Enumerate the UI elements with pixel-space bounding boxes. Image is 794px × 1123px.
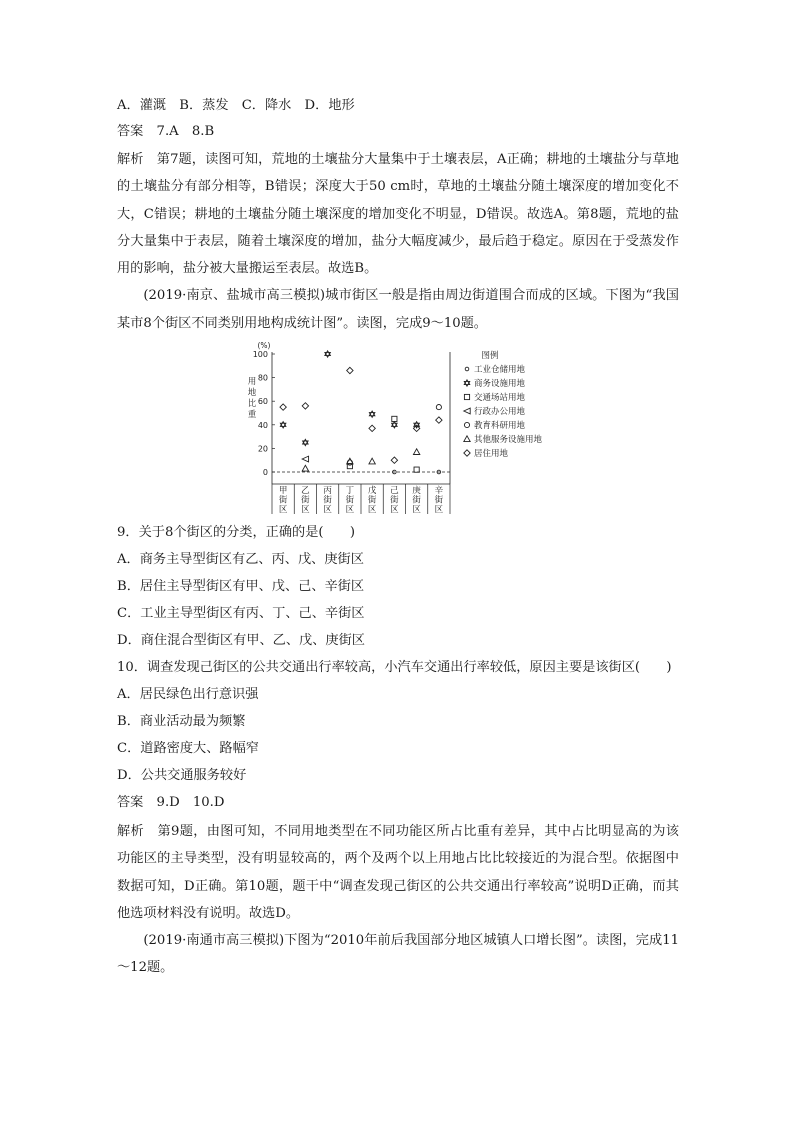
data-point-diamond <box>302 403 308 409</box>
q9-option-b: B．居住主导型街区有甲、戊、己、辛街区 <box>117 579 365 594</box>
x-tick-label: 丙 <box>323 486 332 496</box>
x-tick-label: 区 <box>412 505 421 515</box>
options-line-7-8: A．灌溉 B．蒸发 C．降水 D．地形 <box>117 98 355 113</box>
data-point-diamond <box>391 457 397 463</box>
x-tick-label: 辛 <box>434 486 444 496</box>
data-point-diamond <box>347 367 353 373</box>
data-point-square <box>414 467 419 472</box>
x-tick-label: 街 <box>434 495 444 506</box>
legend-marker-square <box>464 394 469 399</box>
data-point-triangle-up <box>302 465 308 471</box>
x-tick-label: 丁 <box>345 486 355 496</box>
analysis-9-10 <box>117 818 679 982</box>
land-use-chart <box>240 338 560 518</box>
x-tick-label: 庚 <box>412 486 421 496</box>
data-point-triangle-up <box>413 449 419 455</box>
x-tick-label: 己 <box>390 486 399 496</box>
y-tick-label: 0 <box>262 468 268 477</box>
data-point-triangle-left <box>302 456 308 462</box>
x-tick-label: 街 <box>278 495 288 506</box>
intro-11-12: (2019·南通市高三模拟)下图为“2010年前后我国部分地区城镇人口增长图”。读图，完成11～12题。 <box>117 933 679 976</box>
analysis-7-8 <box>117 146 679 337</box>
data-point-diamond <box>280 404 286 410</box>
data-point-star <box>392 422 398 428</box>
legend-marker-diamond <box>464 450 470 456</box>
x-tick-label: 街 <box>345 495 355 506</box>
y-tick-label: 20 <box>257 444 268 454</box>
data-point-star <box>369 411 375 417</box>
x-tick-label: 区 <box>323 505 332 515</box>
x-tick-label: 街 <box>301 495 310 506</box>
data-point-open-circle <box>436 405 441 410</box>
q10-option-d: D．公共交通服务较好 <box>117 768 247 783</box>
y-tick-label: 60 <box>257 397 268 407</box>
legend-marker-triangle-left <box>464 408 470 414</box>
x-tick-label: 街 <box>412 495 421 506</box>
x-tick-label: 街 <box>390 495 399 506</box>
analysis-9-10-text: 解析 第9题，由图可知，不同用地类型在不同功能区所占比重有差异，其中占比明显高的为该功能区的主导类型，没有明显较高的，两个及两个以上用地占比比较接近的为混合型。依据图中数据可知，D正确。第10题，题干中“调查发现己街区的公共交通出行率较高”说明D正确，而其他选项材料没有说明。故选D。 <box>117 824 679 921</box>
x-tick-label: 区 <box>434 505 444 515</box>
q9-option-a: A．商务主导型街区有乙、丙、戊、庚街区 <box>117 552 364 567</box>
legend-label: 商务设施用地 <box>474 379 526 389</box>
legend-label: 行政办公用地 <box>474 407 526 417</box>
y-tick-label: 40 <box>257 420 268 430</box>
legend-marker-open-circle <box>464 422 469 427</box>
legend-marker-star <box>464 380 470 386</box>
legend-label: 工业仓储用地 <box>474 365 526 375</box>
x-tick-label: 街 <box>367 495 377 506</box>
x-tick-label: 区 <box>278 505 288 515</box>
legend-title: 图例 <box>481 351 499 361</box>
x-tick-label: 甲 <box>278 486 288 496</box>
analysis-7-8-text: 解析 第7题，读图可知，荒地的土壤盐分大量集中于土壤表层，A正确；耕地的土壤盐分与草地的土壤盐分有部分相等，B错误；深度大于50 cm时，草地的土壤盐分随土壤深度的增加变化不大，C错误；耕地的土壤盐分随土壤深度的增加变化不明显，D错误。故选A。第8题，荒地的盐分大量集中于表层，随着土壤深度的增加，盐分大幅度减少，最后趋于稳定。原因在于受蒸发作用的影响，盐分被大量搬运至表层。故选B。 <box>117 152 679 277</box>
x-tick-label: 区 <box>345 505 355 515</box>
q10-stem: 10．调查发现己街区的公共交通出行率较高，小汽车交通出行率较低，原因主要是该街区( ) <box>117 660 672 675</box>
x-tick-label: 戊 <box>367 486 377 496</box>
chart-marks <box>280 351 442 474</box>
x-tick-label: 区 <box>367 505 377 515</box>
q10-option-c: C．道路密度大、路幅窄 <box>117 741 259 756</box>
x-tick-label: 区 <box>390 505 399 515</box>
data-point-triangle-up <box>369 458 375 464</box>
legend-label: 居住用地 <box>474 449 509 459</box>
y-label-char: 地 <box>247 388 257 398</box>
legend-label: 交通场站用地 <box>474 393 526 403</box>
y-label-char: 重 <box>247 410 257 420</box>
answer-9-10: 答案 9.D 10.D <box>117 795 225 810</box>
q10-option-a: A．居民绿色出行意识强 <box>117 687 259 702</box>
q10-option-b: B．商业活动最为频繁 <box>117 714 246 729</box>
data-point-star <box>280 422 286 428</box>
data-point-diamond <box>436 417 442 423</box>
q9-stem: 9．关于8个街区的分类，正确的是( ) <box>117 525 356 540</box>
x-tick-label: 街 <box>323 495 332 506</box>
y-label-char: 用 <box>247 377 257 387</box>
data-point-star <box>325 351 331 357</box>
x-tick-label: 区 <box>301 505 310 515</box>
y-label-char: 比 <box>247 399 257 409</box>
chart-legend <box>464 350 543 459</box>
y-unit: (%) <box>257 341 271 350</box>
intro-9-10: (2019·南京、盐城市高三模拟)城市街区一般是指由周边街道围合而成的区域。下图为“我国某市8个街区不同类别用地构成统计图”。读图，完成9～10题。 <box>117 288 679 331</box>
y-tick-label: 100 <box>252 350 268 359</box>
y-tick-label: 80 <box>257 373 268 383</box>
x-tick-label: 乙 <box>301 486 310 496</box>
data-point-star <box>303 439 309 445</box>
legend-marker-triangle-up <box>464 436 470 442</box>
q9-option-c: C．工业主导型街区有丙、丁、己、辛街区 <box>117 606 365 621</box>
legend-label: 其他服务设施用地 <box>474 435 543 445</box>
answer-7-8: 答案 7.A 8.B <box>117 124 215 139</box>
legend-label: 教育科研用地 <box>474 421 526 431</box>
data-point-diamond <box>369 425 375 431</box>
q9-option-d: D．商住混合型街区有甲、乙、戊、庚街区 <box>117 633 365 648</box>
legend-marker-circle <box>465 367 469 371</box>
